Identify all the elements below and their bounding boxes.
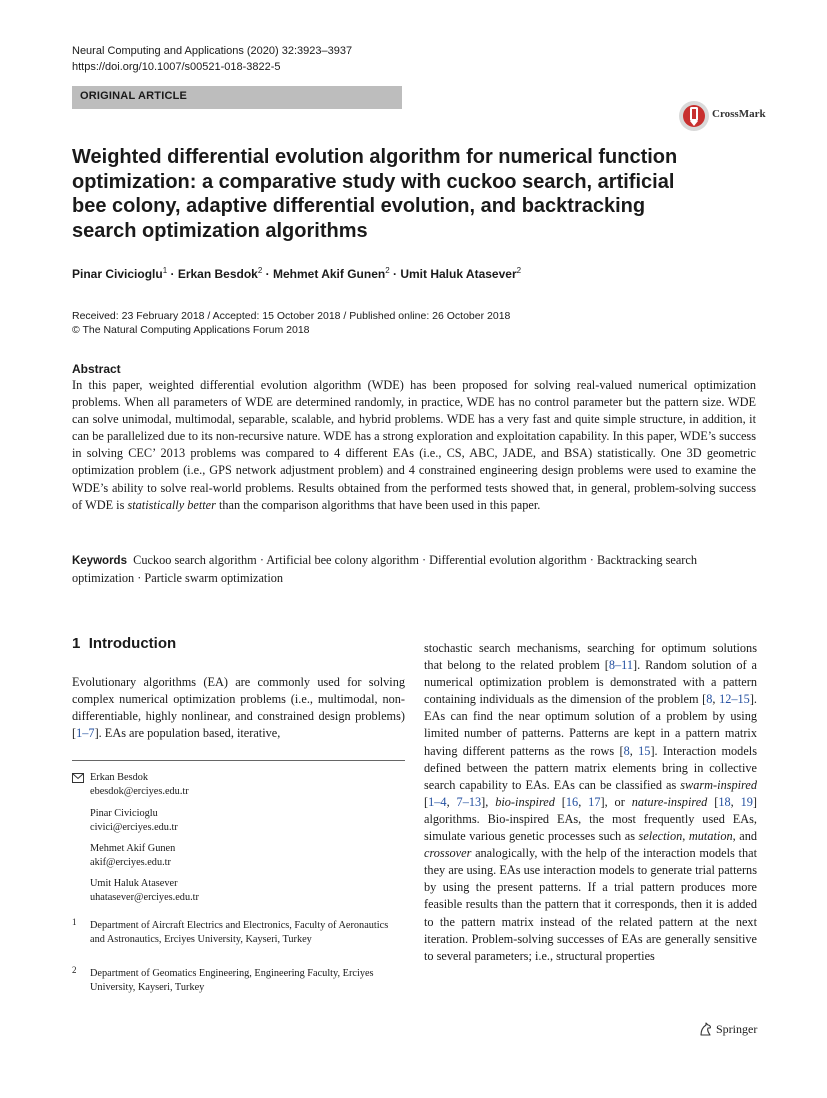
keywords-heading: Keywords: [72, 555, 127, 567]
journal-citation: Neural Computing and Applications (2020) 32:3923–3937: [72, 45, 353, 57]
affiliation-text: Department of Geomatics Engineering, Engineering Faculty, Erciyes University, Kayseri, Turkey: [90, 968, 374, 993]
abstract-text: In this paper, weighted differential evolution algorithm (WDE) has been proposed for solving real-valued numerical optimization problems. When all parameters of WDE are determined randomly, in practice, WDE has no control parameter but the pattern size. WDE can solve unimodal, multimodal, separable, scalable, and hybrid problems. WDE has a very fast and quite simple structure, in addition, it can be parallelized due to its non-recursive nature. WDE has a strong exploration and exploitation capability. In this paper, WDE’s success in solving CEC’ 2013 problems was compared to 4 different EAs (i.e., CS, ABC, JADE, and BSA) statistically. One 3D geometric optimization problem (i.e., GPS network adjustment problem) and 4 constrained engineering design problems were used to examine the WDE’s ability to solve real-world problems. Results obtained from the performed tests showed that, in general, problem-solving success of WDE is: [72, 378, 756, 512]
author-separator: ·: [262, 267, 273, 281]
body-text: ]. EAs are population based, iterative,: [94, 726, 281, 741]
body-text: analogically, with the help of the interaction models that they are using. EAs use interaction models to generate trial patterns by using the present patterns. If a trial pattern produces more feasible results than the pattern that it corresponds, then it is added to the pattern matrix instead of the related pattern at the next iteration. Problem-solving successes of EAs are generally sensitive to several parameters; i.e., structural properties: [424, 846, 757, 963]
body-text: ]. Interaction models defined between the pattern matrix elements bring in collective search capability to EAs. EAs can be classified as: [424, 743, 757, 792]
author-separator: ·: [167, 267, 178, 281]
body-text: ],: [481, 794, 496, 809]
author-name[interactable]: Pinar Civicioglu: [72, 267, 163, 281]
body-text: [: [554, 794, 566, 809]
envelope-icon: [72, 773, 84, 783]
publication-dates: Received: 23 February 2018 / Accepted: 15 October 2018 / Published online: 26 October 2018: [72, 310, 511, 322]
citation-link[interactable]: 8: [706, 692, 713, 707]
author-affiliation-mark: 1: [162, 266, 168, 275]
emphasis-text: nature-inspired: [631, 794, 708, 809]
author-name[interactable]: Mehmet Akif Gunen: [272, 267, 386, 281]
body-text: Evolutionary algorithms (EA) are commonly used for solving complex numerical optimization problems (i.e., multimodal, non-differentiable, highly nonlinear, and constrained design problems) [: [72, 675, 405, 741]
keywords-text: Cuckoo search algorithm · Artificial bee colony algorithm · Differential evolution algorithm · Backtracking search optimization · Particle swarm optimization: [72, 553, 698, 586]
footnote-divider: [72, 760, 405, 761]
springer-horse-icon: [698, 1021, 714, 1037]
body-text: ,: [682, 829, 689, 844]
author-name[interactable]: Umit Haluk Atasever: [400, 267, 517, 281]
affiliation-number: 2: [72, 965, 77, 975]
emphasis-text: crossover: [424, 846, 472, 861]
body-text: ,: [629, 743, 639, 758]
copyright-notice: © The Natural Computing Applications Forum 2018: [72, 324, 310, 336]
contact-name: Pinar Civicioglu: [90, 808, 158, 819]
section-heading: [72, 635, 176, 652]
body-text: ,: [578, 794, 589, 809]
abstract-text-end: than the comparison algorithms that have been used in this paper.: [215, 497, 541, 512]
author-list: [72, 263, 521, 282]
body-text: ]. Random solution of a numerical optimization problem is demonstrated with a pattern containing individuals as the dimension of the problem [: [424, 658, 758, 707]
author-affiliation-mark: 2: [257, 266, 263, 275]
contact-email[interactable]: ebesdok@erciyes.edu.tr: [90, 786, 189, 797]
contact-email[interactable]: akif@erciyes.edu.tr: [90, 857, 171, 868]
article-type-label: ORIGINAL ARTICLE: [80, 90, 188, 102]
citation-link[interactable]: 17: [588, 794, 601, 809]
body-text: stochastic search mechanisms, searching for optimum solutions that belong to the related problem [: [424, 641, 757, 673]
abstract-heading: Abstract: [72, 362, 121, 376]
body-text: ], or: [600, 794, 632, 809]
author-affiliation-mark: 2: [516, 266, 522, 275]
contact-name: Umit Haluk Atasever: [90, 878, 178, 889]
contact-email[interactable]: uhatasever@erciyes.edu.tr: [90, 892, 199, 903]
crossmark-label[interactable]: CrossMark: [712, 108, 766, 120]
body-text: ] algorithms. Bio-inspired EAs, the most frequently used EAs, simulate various genetic processes such as: [424, 794, 757, 844]
emphasis-text: mutation: [688, 829, 733, 844]
publisher-label: Springer: [716, 1022, 758, 1036]
paper-title: Weighted differential evolution algorithm for numerical function optimization: a comparative study with cuckoo search, artificial bee colony, adaptive differential evolution, and backtracking search optimization algorithms: [72, 146, 678, 242]
body-text: ]. EAs can find the near optimum solution of a problem by using limited number of patterns. Patterns are kept in a pattern matrix having different patterns as the rows [: [424, 692, 757, 758]
author-affiliation-mark: 2: [385, 266, 390, 275]
emphasis-text: selection: [638, 829, 683, 844]
citation-link[interactable]: 19: [740, 794, 753, 809]
body-text: [: [424, 794, 429, 809]
keywords: [72, 552, 756, 587]
citation-link[interactable]: 7–13: [456, 794, 482, 809]
citation-link[interactable]: 12–15: [719, 692, 750, 707]
affiliation-number: 1: [72, 917, 77, 927]
affiliation-text: Department of Aircraft Electrics and Electronics, Faculty of Aeronautics and Astronautics, Erciyes University, Kayseri, Turkey: [90, 920, 389, 945]
citation-link[interactable]: 16: [565, 794, 579, 809]
emphasis-text: swarm-inspired: [680, 777, 757, 792]
emphasis-text: bio-inspired: [495, 794, 555, 809]
citation-link[interactable]: 15: [638, 743, 651, 758]
author-separator: ·: [389, 267, 401, 281]
citation-link[interactable]: 1–7: [76, 726, 95, 741]
abstract-emphasis: statistically better: [127, 497, 216, 512]
contact-name: Mehmet Akif Gunen: [90, 843, 176, 854]
intro-paragraph-right: [424, 640, 757, 965]
citation-link[interactable]: 8–11: [608, 658, 633, 673]
body-text: ,: [730, 794, 741, 809]
intro-paragraph-left: [72, 674, 405, 742]
abstract-body: [72, 377, 756, 514]
author-name[interactable]: Erkan Besdok: [177, 267, 258, 281]
section-number: 1: [72, 635, 81, 652]
citation-link[interactable]: 18: [718, 794, 731, 809]
body-text: [: [707, 794, 719, 809]
section-title: Introduction: [88, 635, 177, 652]
contact-email[interactable]: civici@erciyes.edu.tr: [90, 822, 178, 833]
contact-name: Erkan Besdok: [90, 772, 149, 783]
body-text: ,: [446, 794, 457, 809]
body-text: , and: [732, 829, 757, 844]
body-text: ,: [712, 692, 720, 707]
doi-link[interactable]: https://doi.org/10.1007/s00521-018-3822-5: [72, 61, 281, 73]
citation-link[interactable]: 1–4: [428, 794, 447, 809]
citation-link[interactable]: 8: [623, 743, 630, 758]
